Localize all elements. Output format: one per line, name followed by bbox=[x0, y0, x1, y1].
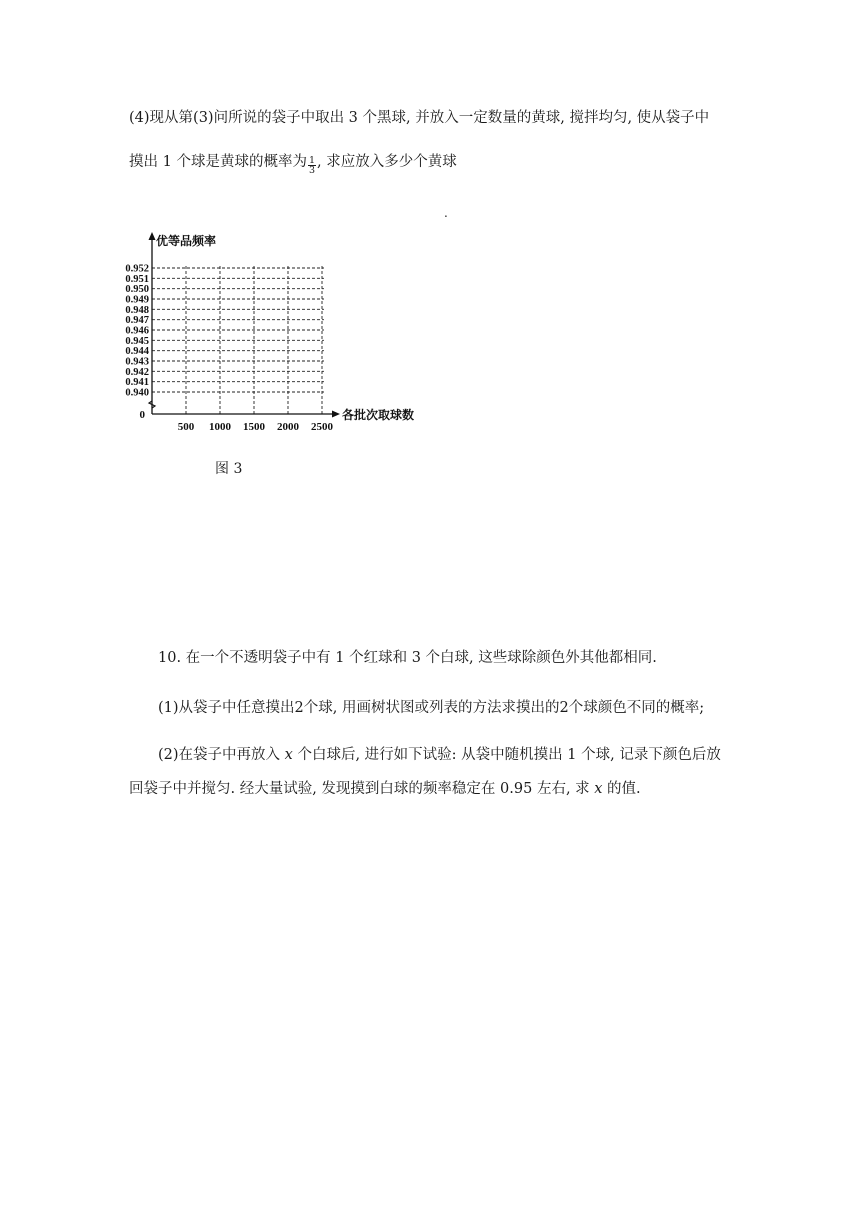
y-tick-label: 0.949 bbox=[125, 294, 149, 306]
origin-label: 0 bbox=[139, 409, 145, 421]
q10-part2-text-a: (2)在袋子中再放入 bbox=[158, 747, 285, 763]
q4-line2-before: 摸出 1 个球是黄球的概率为 bbox=[129, 154, 307, 170]
y-tick-label: 0.942 bbox=[125, 366, 149, 378]
q10-part2-line1 bbox=[158, 745, 721, 765]
q4-line1: (4)现从第(3)问所说的袋子中取出 3 个黑球, 并放入一定数量的黄球, 搅拌均匀, 使从袋子中 bbox=[129, 110, 710, 126]
x-tick-label: 1000 bbox=[209, 421, 231, 433]
y-axis-label: 优等品频率 bbox=[156, 234, 217, 248]
variable-x: x bbox=[594, 781, 603, 797]
stray-dot: . bbox=[444, 206, 448, 220]
q10-part2-line2 bbox=[129, 779, 641, 799]
y-tick-label: 0.947 bbox=[125, 315, 149, 327]
q4-line2-after: , 求应放入多少个黄球 bbox=[317, 154, 457, 170]
y-tick-label: 0.944 bbox=[125, 346, 149, 358]
x-tick-label: 1500 bbox=[243, 421, 265, 433]
x-tick-label: 2500 bbox=[311, 421, 333, 433]
q10-part1: (1)从袋子中任意摸出2个球, 用画树状图或列表的方法求摸出的2个球颜色不同的概率; bbox=[158, 700, 705, 716]
variable-x: x bbox=[284, 747, 293, 763]
y-axis-arrow bbox=[149, 232, 156, 240]
y-tick-label: 0.945 bbox=[125, 335, 149, 347]
y-tick-label: 0.952 bbox=[125, 263, 149, 275]
q4-line2 bbox=[129, 152, 457, 175]
y-tick-label: 0.948 bbox=[125, 304, 149, 316]
fraction-numerator: 1 bbox=[308, 155, 315, 166]
y-tick-label: 0.943 bbox=[125, 356, 149, 368]
x-tick-label: 500 bbox=[177, 421, 195, 433]
y-tick-label: 0.941 bbox=[125, 377, 149, 389]
y-tick-label: 0.950 bbox=[125, 284, 149, 296]
frequency-chart bbox=[112, 226, 432, 440]
chart-svg bbox=[112, 226, 432, 436]
figure-caption: 图 3 bbox=[215, 461, 243, 477]
q10-part2-text-c: 回袋子中并搅匀. 经大量试验, 发现摸到白球的频率稳定在 0.95 左右, 求 bbox=[129, 781, 595, 797]
q10-stem: 10. 在一个不透明袋子中有 1 个红球和 3 个白球, 这些球除颜色外其他都相同. bbox=[158, 650, 657, 666]
fraction-denominator: 3 bbox=[308, 165, 315, 176]
q10-part2-text-b: 个白球后, 进行如下试验: 从袋中随机摸出 1 个球, 记录下颜色后放 bbox=[292, 747, 721, 763]
probability-fraction bbox=[308, 156, 316, 175]
q10-part2-text-d: 的值. bbox=[602, 781, 641, 797]
y-tick-label: 0.946 bbox=[125, 325, 149, 337]
y-tick-label: 0.951 bbox=[125, 273, 149, 285]
x-axis-label: 各批次取球数 bbox=[342, 408, 415, 422]
x-axis-arrow bbox=[332, 411, 340, 418]
x-tick-label: 2000 bbox=[277, 421, 299, 433]
y-tick-label: 0.940 bbox=[125, 387, 149, 399]
